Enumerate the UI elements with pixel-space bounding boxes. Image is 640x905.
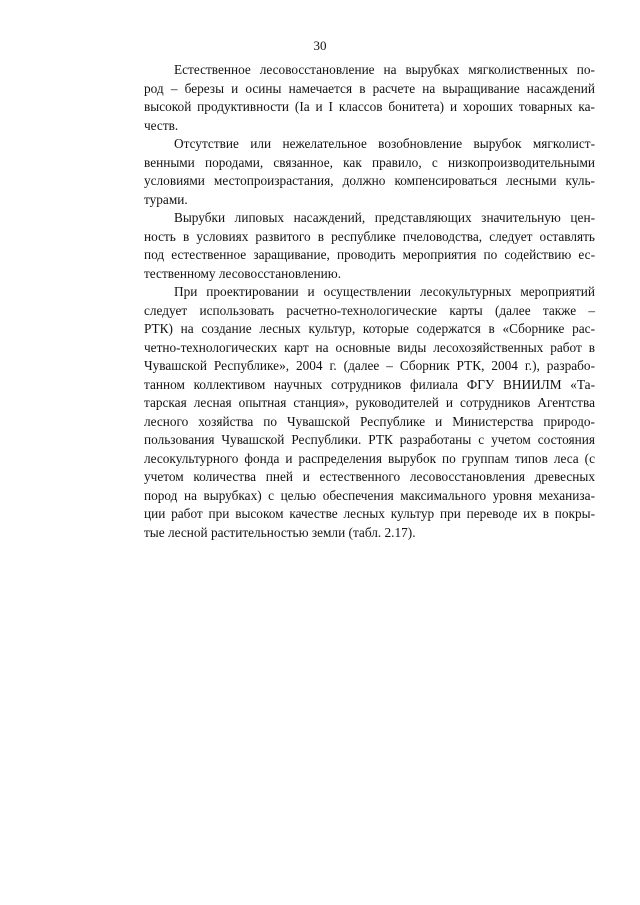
text-line: При проектировании и осуществлении лесокультурных мероприятий <box>174 284 595 299</box>
text-line: род – березы и осины намечается в расчете на выращивание насаждений <box>144 80 595 96</box>
text-line: пород на вырубках) с целью обеспечения максимального уровня механиза- <box>144 487 595 503</box>
text-line: РТК) на создание лесных культур, которые содержатся в «Сборнике рас- <box>144 321 595 336</box>
text-line: тарская лесная опытная станция», руководителей и сотрудников Агентства <box>144 395 595 410</box>
text-line: тественному лесовосстановлению. <box>144 265 342 281</box>
paragraph-technology-maps <box>116 283 595 542</box>
text-line: тые лесной растительностью земли (табл. 2.17). <box>144 524 416 540</box>
body-text <box>116 61 595 542</box>
paragraph-linden-clearings <box>116 209 595 283</box>
text-line: турами. <box>144 191 188 207</box>
text-line: четно-технологических карт на основные виды лесохозяйственных работ в <box>144 339 595 355</box>
text-line: следует использовать расчетно-технологические карты (далее также – <box>144 302 595 318</box>
paragraph-forest-cultures <box>116 135 595 209</box>
text-line: Естественное лесовосстановление на вырубках мягколиственных по- <box>174 62 595 77</box>
text-line: Вырубки липовых насаждений, представляющих значительную цен- <box>174 210 595 225</box>
text-line: Чувашской Республике», 2004 г. (далее – Сборник РТК, 2004 г.), разрабо- <box>144 358 595 373</box>
text-line: высокой продуктивности (Ia и I классов бонитета) и хороших товарных ка- <box>144 99 595 114</box>
text-line: лесного хозяйства по Чувашской Республике и Министерства природо- <box>144 413 595 429</box>
text-line: ность в условиях развитого в республике пчеловодства, следует оставлять <box>144 228 595 244</box>
text-line: лесокультурного фонда и распределения вырубок по группам типов леса (с <box>144 450 595 466</box>
text-line: пользования Чувашской Республики. РТК разработаны с учетом состояния <box>144 432 595 447</box>
text-line: учетом количества пней и естественного лесовосстановления древесных <box>144 469 595 484</box>
text-line: танном коллективом научных сотрудников филиала ФГУ ВНИИЛМ «Та- <box>144 376 595 392</box>
text-line: Отсутствие или нежелательное возобновление вырубок мягколист- <box>174 136 595 151</box>
text-line: честв. <box>144 117 179 133</box>
page-number: 30 <box>313 38 327 53</box>
text-line: ции работ при высоком качестве лесных культур при переводе их в покры- <box>144 506 595 521</box>
text-line: под естественное заращивание, проводить мероприятия по содействию ес- <box>144 247 595 262</box>
text-line: венными породами, связанное, как правило, с низкопроизводительными <box>144 154 595 170</box>
paragraph-natural-regeneration <box>116 61 595 135</box>
text-line: условиями местопроизрастания, должно компенсироваться лесными куль- <box>144 173 595 188</box>
